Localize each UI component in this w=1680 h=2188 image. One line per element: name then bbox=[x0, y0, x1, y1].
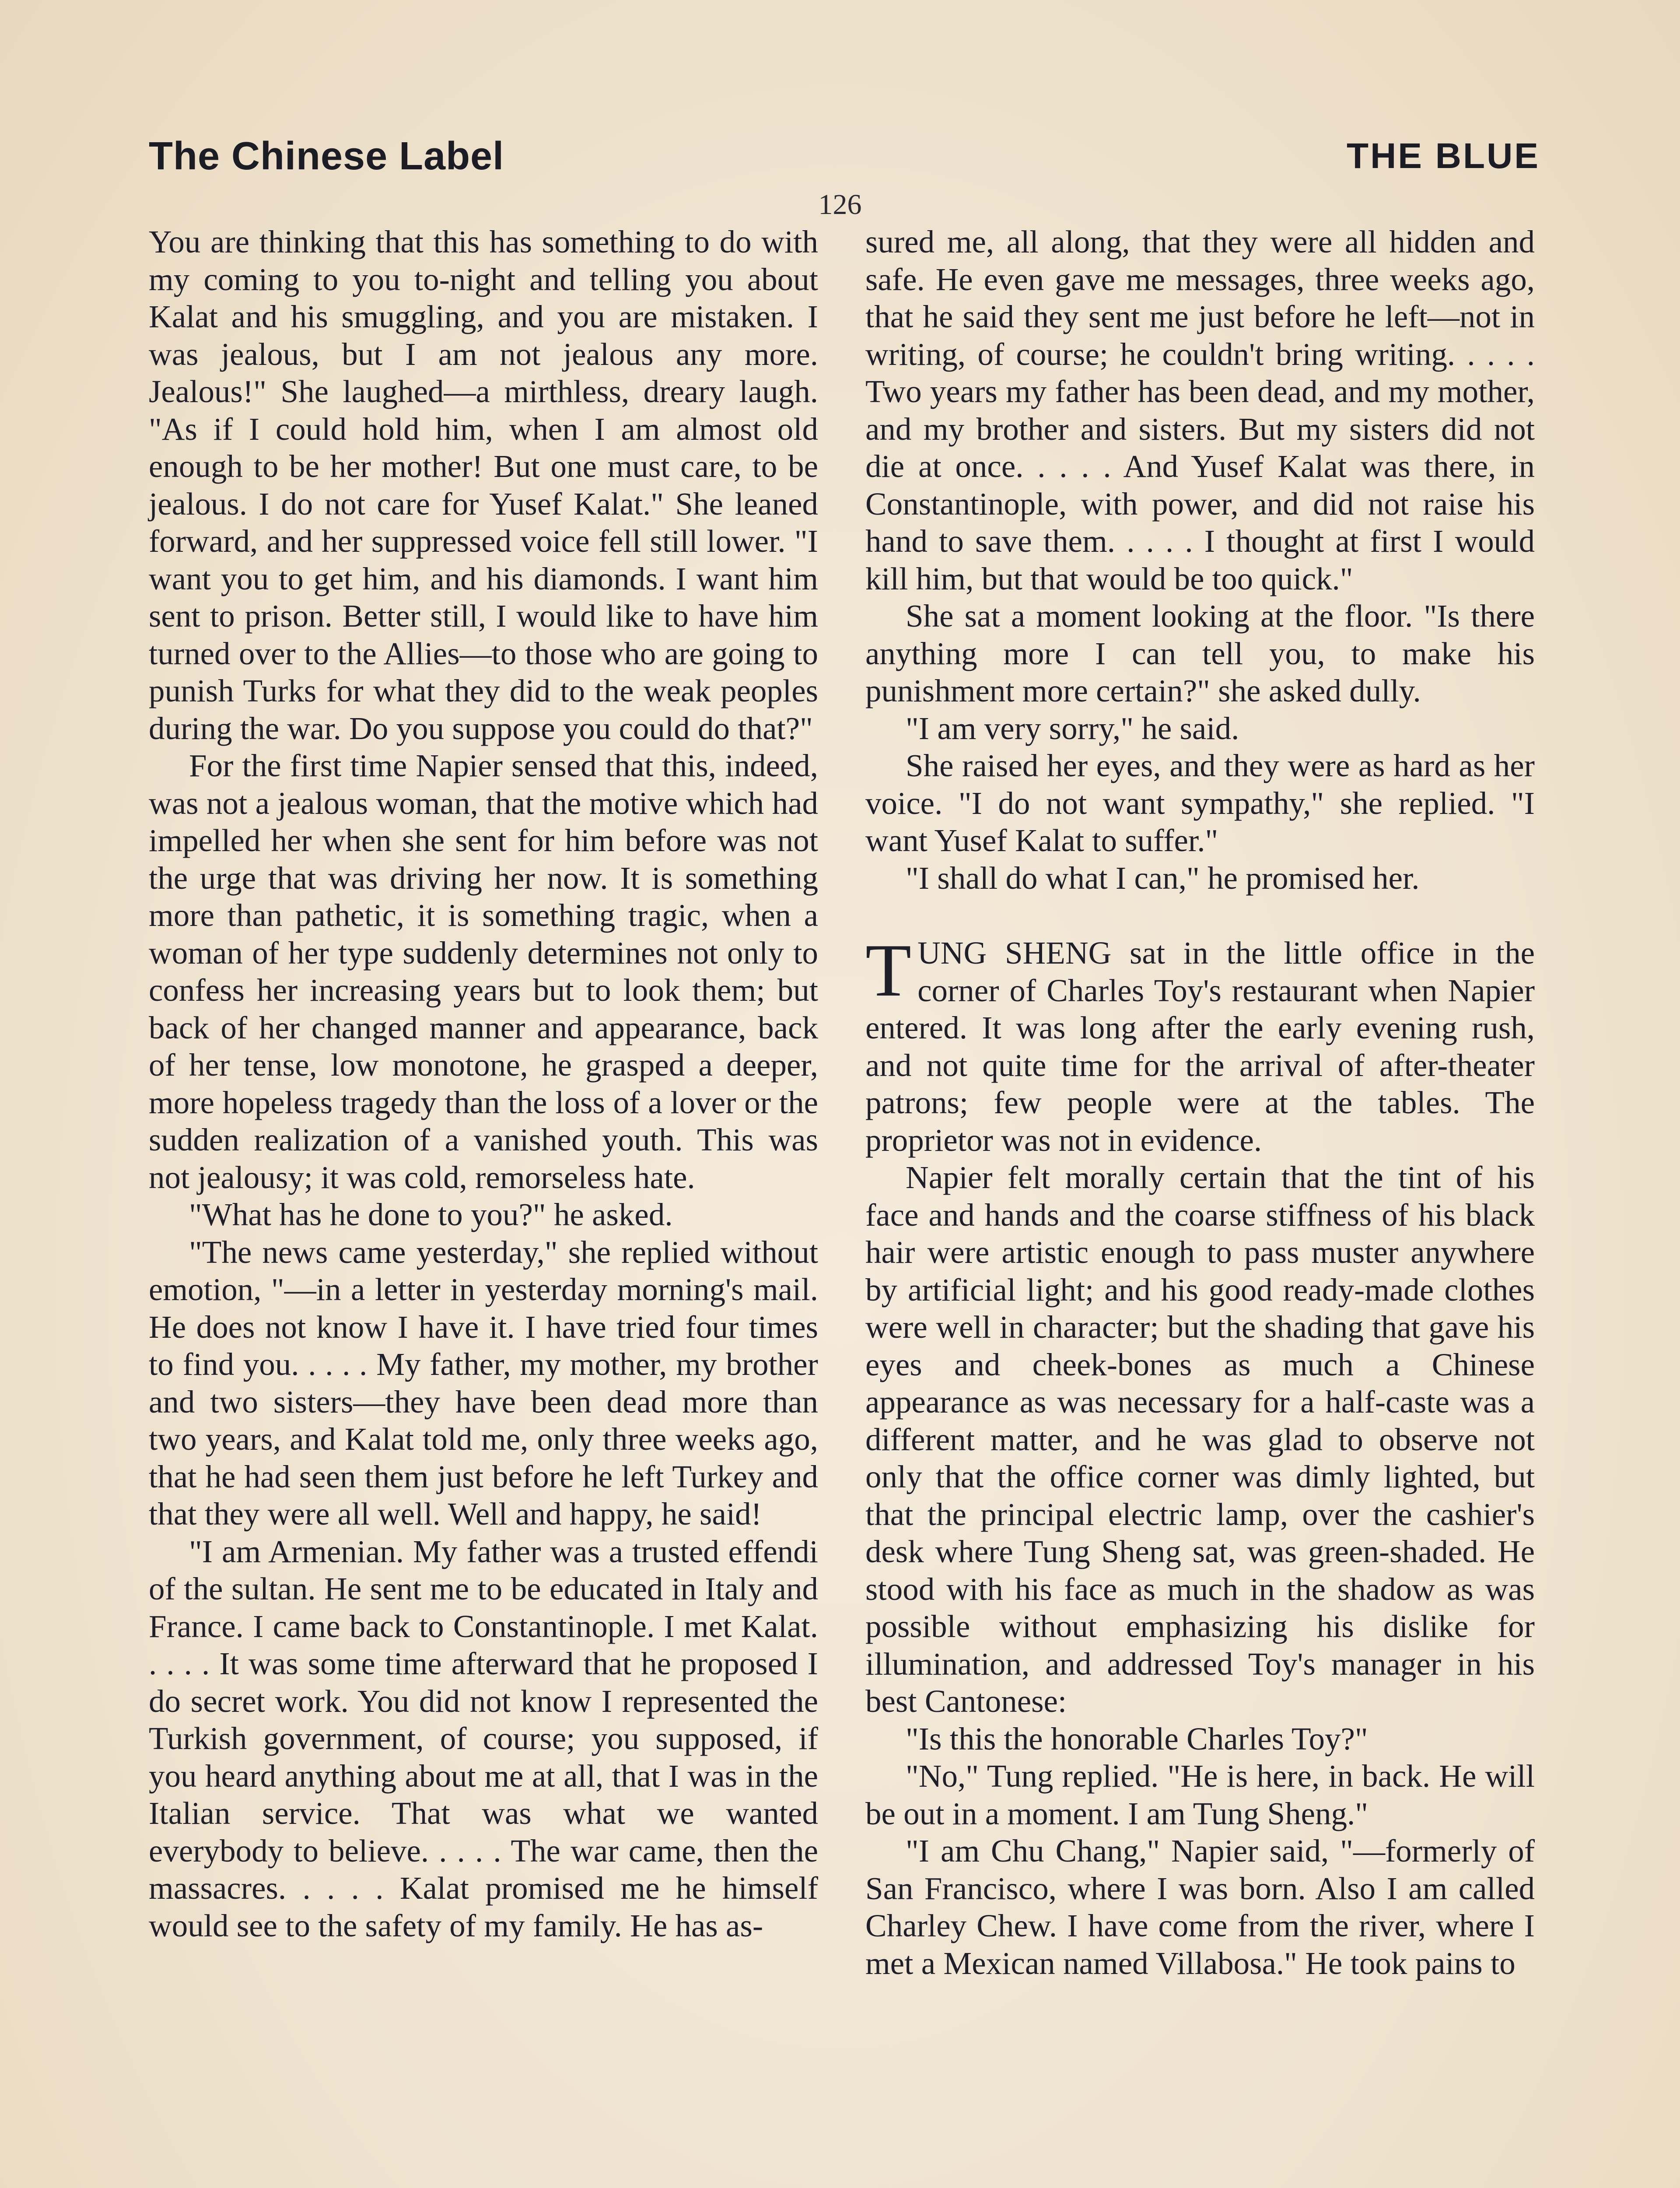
running-title: The Chinese Label bbox=[149, 134, 504, 178]
right-column bbox=[865, 223, 1535, 1982]
drop-cap: T bbox=[865, 929, 912, 1012]
page-number: 126 bbox=[818, 189, 862, 221]
paragraph: "I shall do what I can," he promised her. bbox=[906, 860, 1420, 896]
magazine-title: THE BLUE bbox=[1347, 136, 1540, 176]
paragraph: "Is this the honorable Charles Toy?" bbox=[906, 1721, 1368, 1757]
paragraph: You are thinking that this has something to do with my coming to you to-night and telling you about Kalat and his smuggling, and you are mistaken. I was jealous, but I am not jealous any more. Jealous!" She laughed—a mirthless, dreary laugh. "As if I could hold him, when I am almost old enough to be her mother! But one must care, to be jealous. I do not care for Yusef Kalat." She leaned forward, and her suppressed voice fell still lower. "I want you to get him, and his diamonds. I want him sent to prison. Better still, I would like to have him turned over to the Allies—to those who are going to punish Turks for what they did to the weak peoples during the war. Do you suppose you could do that?" bbox=[149, 224, 818, 746]
paragraph: sured me, all along, that they were all hidden and safe. He even gave me messages, three weeks ago, that he said they sent me just before he left—not in writing, of course; he couldn't bring writing. . . . . Two years my father has been dead, and my mother, and my brother and sisters. But my sisters did not die at once. . . . . And Yusef Kalat was there, in Constantinople, with power, and did not raise his hand to save them. . . . . I thought at first I would kill him, but that would be too quick." bbox=[865, 224, 1535, 596]
paragraph: "The news came yesterday," she replied without emotion, "—in a letter in yesterday morning's mail. He does not know I have it. I have tried four times to find you. . . . . My father, my mother, my brother and two sisters—they have been dead more than two years, and Kalat told me, only three weeks ago, that he had seen them just before he left Turkey and that they were all well. Well and happy, he said! bbox=[149, 1234, 818, 1532]
section-opening-text: UNG SHENG sat in the little office in the corner of Charles Toy's restaurant when Napier entered. It was long after the early evening rush, and not quite time for the arrival of after-theater patrons; few people were at the tables. The proprietor was not in evidence. bbox=[865, 935, 1535, 1158]
paragraph: She sat a moment looking at the floor. "Is there anything more I can tell you, to make his punishment more certain?" she asked dully. bbox=[865, 598, 1535, 708]
left-column bbox=[149, 223, 818, 1944]
paragraph: "I am very sorry," he said. bbox=[906, 710, 1239, 746]
paragraph: "I am Chu Chang," Napier said, "—formerly of San Francisco, where I was born. Also I am called Charley Chew. I have come from the river, where I met a Mexican named Villabosa." He took pains to bbox=[865, 1833, 1535, 1981]
paragraph: "No," Tung replied. "He is here, in back. He will be out in a moment. I am Tung Sheng." bbox=[865, 1758, 1535, 1831]
paragraph: She raised her eyes, and they were as hard as her voice. "I do not want sympathy," she replied. "I want Yusef Kalat to suffer." bbox=[865, 748, 1535, 858]
paragraph: For the first time Napier sensed that this, indeed, was not a jealous woman, that the motive which had impelled her when she sent for him before was not the urge that was driving her now. It is something more than pathetic, it is something tragic, when a woman of her type suddenly determines not only to confess her increasing years but to look them; but back of her changed manner and appearance, back of her tense, low monotone, he grasped a deeper, more hopeless tragedy than the loss of a lover or the sudden realization of a vanished youth. This was not jealousy; it was cold, remorseless hate. bbox=[149, 748, 818, 1195]
paragraph: Napier felt morally certain that the tint of his face and hands and the coarse stiffness of his black hair were artistic enough to pass muster anywhere by artificial light; and his good ready-made clothes were well in character; but the shading that gave his eyes and cheek-bones as much a Chinese appearance as was necessary for a half-caste was a different matter, and he was glad to observe not only that the office corner was dimly lighted, but that the principal electric lamp, over the cashier's desk where Tung Sheng sat, was green-shaded. He stood with his face as much in the shadow as was possible without emphasizing his dislike for illumination, and addressed Toy's manager in his best Cantonese: bbox=[865, 1160, 1535, 1719]
paragraph: "I am Armenian. My father was a trusted effendi of the sultan. He sent me to be educated in Italy and France. I came back to Constantinople. I met Kalat. . . . . It was some time afterward that he proposed I do secret work. You did not know I represented the Turkish government, of course; you supposed, if you heard anything about me at all, that I was in the Italian service. That was what we wanted everybody to believe. . . . . The war came, then the massacres. . . . . Kalat promised me he himself would see to the safety of my family. He has as- bbox=[149, 1533, 818, 1943]
section-opening-paragraph bbox=[865, 929, 1535, 1159]
paragraph: "What has he done to you?" he asked. bbox=[189, 1197, 673, 1232]
